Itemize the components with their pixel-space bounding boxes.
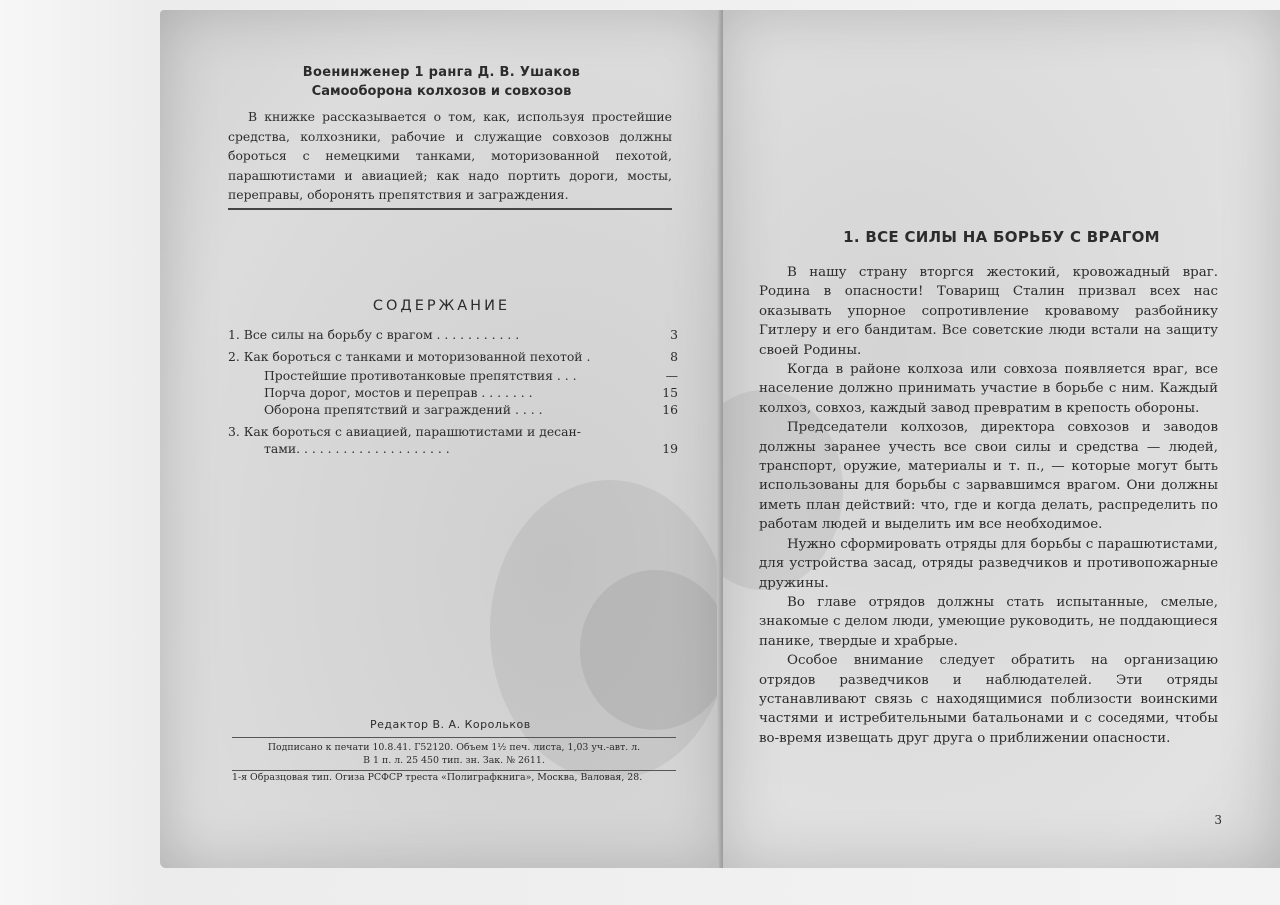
toc-item-text: тами. . . . . . . . . . . . . . . . . . . . [264, 441, 450, 456]
toc-item-text: Порча дорог, мостов и переправ . . . . . . . [264, 385, 533, 400]
divider [232, 770, 676, 771]
chapter-body [759, 263, 1218, 748]
paragraph: Во главе отрядов должны стать испытанные, смелые, знакомые с делом люди, умеющие руководить, не поддающиеся панике, твердые и храбрые. [759, 594, 1218, 649]
divider [228, 208, 672, 210]
toc-item-page: — [665, 368, 678, 383]
chapter-title: 1. ВСЕ СИЛЫ НА БОРЬБУ С ВРАГОМ [843, 228, 1160, 246]
toc-item-page: 3 [670, 327, 678, 342]
printer-info: 1-я Образцовая тип. Огиза РСФСР треста «Полиграфкнига», Москва, Валовая, 28. [232, 772, 643, 783]
water-stain [580, 570, 723, 730]
toc-title: СОДЕРЖАНИЕ [372, 298, 511, 314]
toc-item-text: 2. Как бороться с танками и моторизованной пехотой . [228, 349, 591, 364]
toc-item-page: 19 [662, 441, 678, 456]
paragraph: Особое внимание следует обратить на организацию отрядов разведчиков и наблюдателей. Эти отряды устанавливают связь с находящимися поблизости воинскими частями и истребительными батальонами и с соседями, чтобы во-время извещать друг друга о приближении опасности. [759, 653, 1218, 746]
imprint-line: Подписано к печати 10.8.41. Г52120. Объем 1½ печ. листа, 1,03 уч.-авт. л. [267, 742, 641, 753]
book-author: Военинженер 1 ранга Д. В. Ушаков [302, 65, 581, 80]
book-annotation: В книжке рассказывается о том, как, используя простейшие средства, колхозники, рабочие и служащие совхозов должны бороться с немецкими танками, моторизованной пехотой, парашютистами и авиацией; как надо портить дороги, мосты, переправы, оборонять препятствия и заграждения. [228, 109, 672, 202]
imprint-line: В 1 п. л. 25 450 тип. зн. Зак. № 2611. [363, 755, 545, 766]
paragraph: Нужно сформировать отряды для борьбы с парашютистами, для устройства засад, отряды разведчиков и противопожарные дружины. [759, 536, 1218, 591]
toc-item-text: 1. Все силы на борьбу с врагом . . . . . . . . . . . [228, 327, 520, 342]
toc-item-page: 8 [670, 349, 678, 364]
page-number: 3 [1214, 813, 1222, 827]
toc-item-page: 16 [662, 402, 678, 417]
toc-item-text: Оборона препятствий и заграждений . . . . [264, 402, 543, 417]
editor-credit: Редактор В. А. Корольков [370, 718, 531, 731]
right-page [723, 10, 1280, 868]
toc-item-page: 15 [662, 385, 678, 400]
paragraph: Когда в районе колхоза или совхоза появляется враг, все население должно принимать участие в борьбе с ним. Каждый колхоз, совхоз, каждый завод превратим в крепость обороны. [759, 362, 1218, 416]
paragraph: Председатели колхозов, директора совхозов и заводов должны заранее учесть все свои силы и средства — людей, транспорт, оружие, материалы и т. п., — которые могут быть использованы для борьбы с зарвавшимся врагом. Они должны иметь план действий: что, где и когда делать, распределить по работам людей и выделить им все необходимое. [759, 420, 1218, 533]
imprint [232, 741, 676, 767]
book-title: Самооборона колхозов и совхозов [311, 84, 572, 99]
toc-item-text: Простейшие противотанковые препятствия . . . [264, 368, 577, 383]
left-page [160, 10, 723, 868]
paragraph: В нашу страну вторгся жестокий, кровожадный враг. Родина в опасности! Товарищ Сталин призвал всех нас оказывать упорное сопротивление кровавому разбойнику Гитлеру и его бандитам. Все советские люди встали на защиту своей Родины. [759, 265, 1218, 358]
toc-item-text: 3. Как бороться с авиацией, парашютистами и десан- [228, 424, 581, 439]
divider [232, 737, 676, 738]
